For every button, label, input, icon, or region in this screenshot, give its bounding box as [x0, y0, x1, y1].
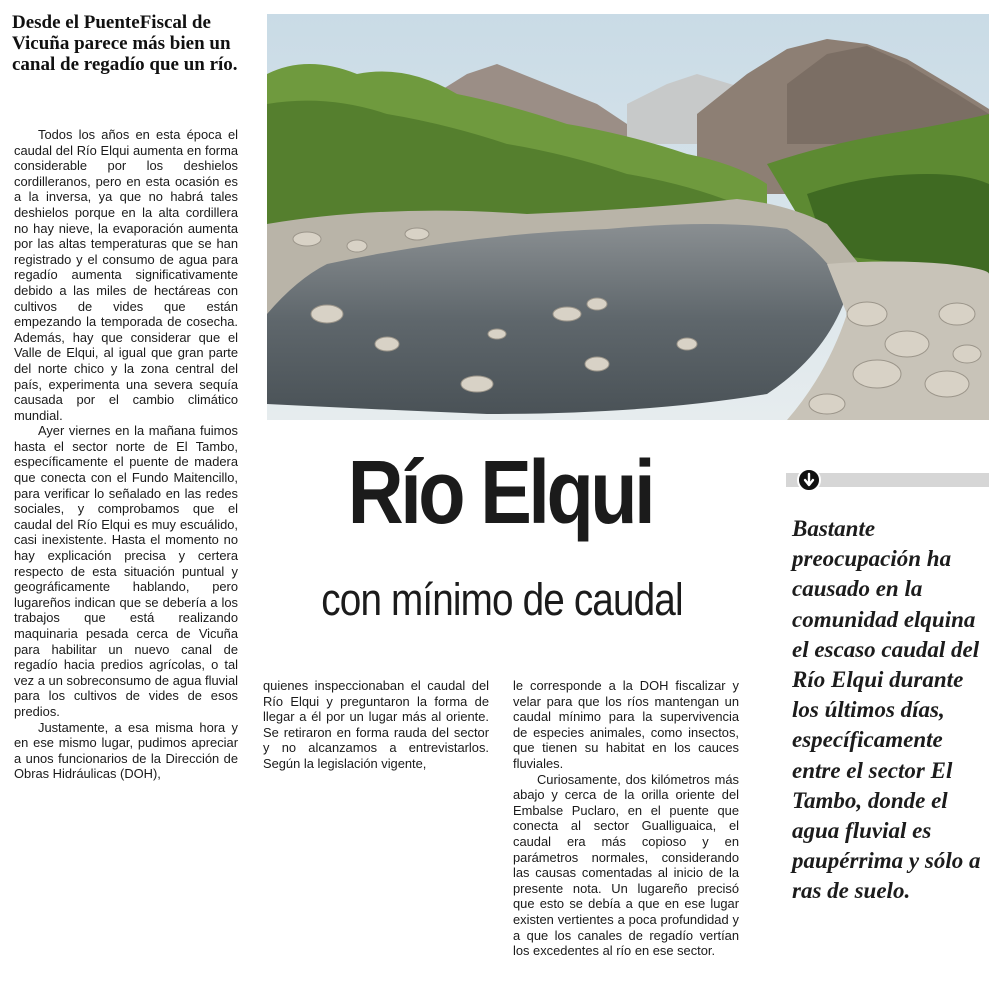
- photo-caption: Desde el PuenteFiscal de Vicuña parece más bien un canal de regadío que un río.: [12, 12, 238, 75]
- article-column-2: [263, 678, 489, 772]
- article-column-1: [14, 127, 238, 782]
- paragraph: le corresponde a la DOH fiscalizar y velar para que los ríos mantengan un caudal mínimo para la supervivencia de especies animales, como insectos, que tienen su habitat en los cauces fluviales.: [513, 678, 739, 771]
- article-column-3: [513, 678, 739, 959]
- headline-main: Río Elqui: [347, 443, 653, 543]
- headline-subtitle: con mínimo de caudal: [321, 574, 683, 625]
- pull-quote: Bastante preocupación ha causado en la comunidad elquina el escaso caudal del Río Elqui durante los últimos días, específicamente entre el sector El Tambo, donde el agua fluvial es paupérrima y sólo a ras de suelo.: [792, 516, 981, 904]
- paragraph: Ayer viernes en la mañana fuimos hasta el sector norte de El Tambo, específicamente el puente de madera que conecta con el Fundo Maitencillo, para verificar lo señalado en las redes sociales, y comprobamos que el caudal del Río Elqui es muy escuálido, casi inexistente. Hasta el momento no hay explicación precisa y certera respecto de esta situación puntual y geográficamente hablando, pero lugareños indican que se debería a los trabajos que está realizando maquinaria pesada cerca de Vicuña para habilitar un nuevo canal de regadío hacia predios agrícolas, o tal vez a un sobreconsumo de agua fluvial para los cultivos de vides de esos predios.: [14, 423, 238, 719]
- river-photo: [267, 14, 989, 420]
- river-landscape-illustration: [267, 14, 989, 420]
- paragraph: Curiosamente, dos kilómetros más abajo y cerca de la orilla oriente del Embalse Puclaro, en el puente que conecta al sector Gualliguaica, el caudal era más copioso y en parámetros normales, considerando las causas comentadas al inicio de la presente nota. Un lugareño precisó que esto se debía a que en ese lugar existen vertientes a poca profundidad y a que los canales de regadío vertían los excedentes al río en ese sector.: [513, 771, 739, 959]
- paragraph: Todos los años en esta época el caudal del Río Elqui aumenta en forma considerable por los deshielos cordilleranos, pero en esta ocasión es a la inversa, ya que no habrá tales deshielos porque en la alta cordillera no hay nieve, la evaporación aumenta por las altas temperaturas que se han registrado y el consumo de agua para regadío aumenta significativamente debido a las miles de hectáreas con cultivos de vides que están empezando la temporada de cosecha. Además, hay que considerar que el Valle de Elqui, al igual que gran parte del norte chico y la zona central del país, experimenta una severa sequía causada por el cambio climático mundial.: [14, 127, 238, 423]
- arrow-down-icon: [797, 468, 821, 492]
- paragraph: Justamente, a esa misma hora y en ese mismo lugar, pudimos apreciar a unos funcionarios de la Dirección de Obras Hidráulicas (DOH),: [14, 719, 238, 782]
- paragraph: quienes inspeccionaban el caudal del Río Elqui y preguntaron la forma de llegar a él por un lugar más al oriente. Se retiraron en forma rauda del sector y no alcanzamos a entrevistarlos. Según la legislación vigente,: [263, 678, 489, 771]
